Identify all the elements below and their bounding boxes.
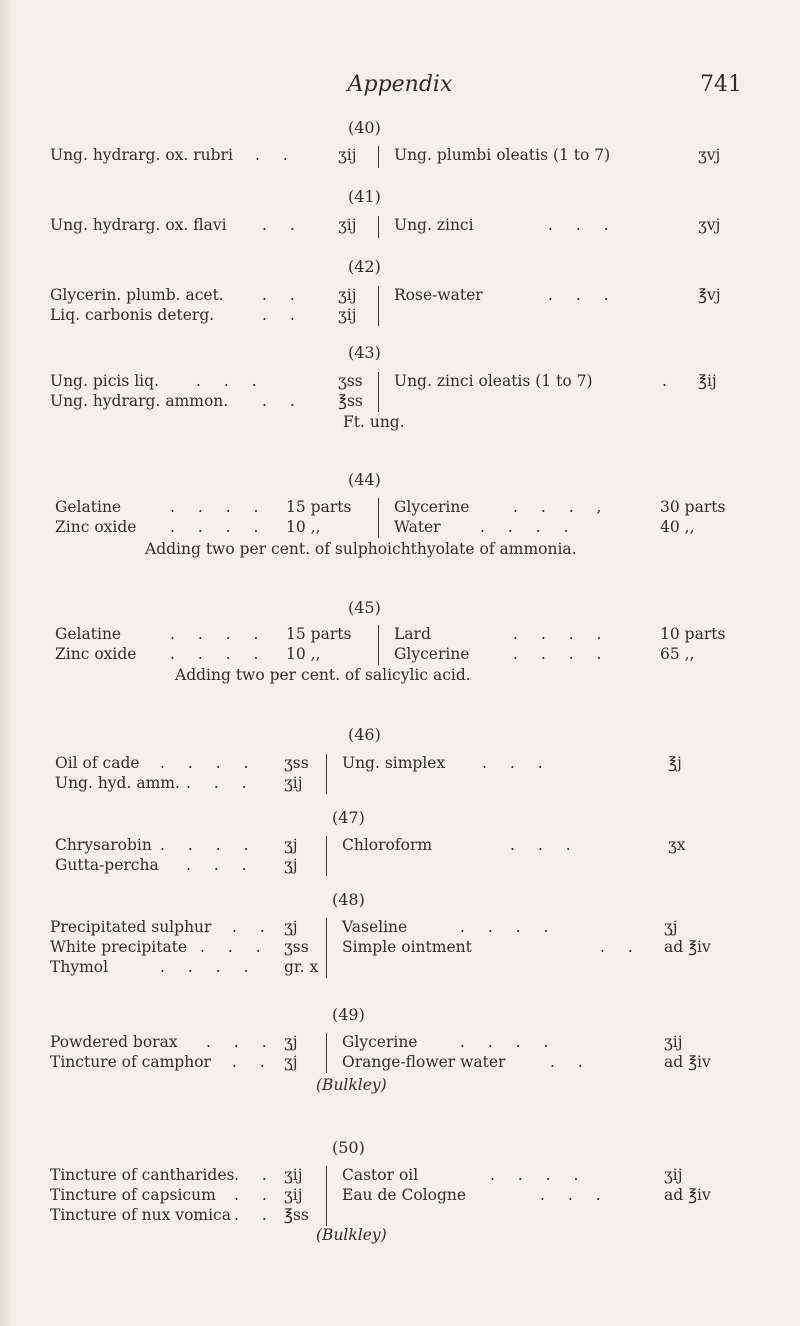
ingredient-left: Ung. picis liq. <box>50 372 159 390</box>
page-binding-edge <box>0 0 12 1326</box>
page-title: Appendix <box>347 72 453 97</box>
quantity-left: ʒss <box>338 372 363 390</box>
quantity-left: ʒij <box>338 286 357 304</box>
quantity-right: ℥ij <box>698 372 717 390</box>
recipe-number: (47) <box>332 808 365 827</box>
quantity-left: ʒj <box>284 918 298 936</box>
leader-dots: . . <box>232 1053 274 1071</box>
quantity-left: ʒij <box>284 774 303 792</box>
recipe-attribution: (Bulkley) <box>316 1226 387 1244</box>
leader-dots: . . . <box>548 286 618 304</box>
ingredient-left: Ung. hydrarg. ox. rubri <box>50 146 233 164</box>
ingredient-right: Ung. zinci oleatis (1 to 7) <box>394 372 593 390</box>
leader-dots: . . <box>262 216 304 234</box>
quantity-right: ʒvj <box>698 216 721 234</box>
leader-dots: . . . <box>206 1033 276 1051</box>
quantity-left: 10 ,, <box>286 518 321 536</box>
brace-divider <box>378 286 379 326</box>
ingredient-left: Thymol <box>50 958 109 976</box>
ingredient-right: Vaseline <box>342 918 408 936</box>
brace-divider <box>326 918 327 978</box>
quantity-left: ʒj <box>284 1033 298 1051</box>
brace-divider <box>378 216 379 238</box>
ingredient-right: Chloroform <box>342 836 433 854</box>
quantity-right: ʒj <box>664 918 678 936</box>
running-head <box>0 72 800 102</box>
leader-dots: . . . <box>482 754 552 772</box>
leader-dots: . . . . <box>513 625 611 643</box>
quantity-right: ʒij <box>664 1166 683 1184</box>
recipe-number: (44) <box>348 470 381 489</box>
ingredient-right: Ung. simplex <box>342 754 446 772</box>
leader-dots: . . . <box>540 1186 610 1204</box>
quantity-right: 10 parts <box>660 625 726 643</box>
quantity-left: ʒj <box>284 836 298 854</box>
quantity-left: 10 ,, <box>286 645 321 663</box>
recipe-note: Adding two per cent. of sulphoichthyolate of ammonia. <box>145 540 577 558</box>
leader-dots: . . . <box>548 216 618 234</box>
ingredient-right: Glycerine <box>394 498 470 516</box>
leader-dots: . . <box>232 918 274 936</box>
quantity-left: ℥ss <box>284 1206 309 1224</box>
ingredient-right: Ung. zinci <box>394 216 474 234</box>
ingredient-right: Glycerine <box>394 645 470 663</box>
quantity-right: 65 ,, <box>660 645 695 663</box>
leader-dots: . . . . <box>170 498 268 516</box>
leader-dots: . . <box>234 1166 276 1184</box>
recipe-attribution: (Bulkley) <box>316 1076 387 1094</box>
recipe-number: (41) <box>348 187 381 206</box>
quantity-left: gr. x <box>284 958 319 976</box>
ingredient-left: Precipitated sulphur <box>50 918 212 936</box>
brace-divider <box>326 1033 327 1073</box>
quantity-left: ʒss <box>284 938 309 956</box>
quantity-left: 15 parts <box>286 498 352 516</box>
quantity-left: ʒij <box>284 1186 303 1204</box>
quantity-right: ℥j <box>668 754 682 772</box>
ingredient-left: Tincture of capsicum <box>50 1186 216 1204</box>
ingredient-left: Gutta-percha <box>55 856 159 874</box>
ingredient-left: Tincture of nux vomica <box>50 1206 231 1224</box>
quantity-right: ʒx <box>668 836 686 854</box>
quantity-right: 40 ,, <box>660 518 695 536</box>
recipe-number: (42) <box>348 257 381 276</box>
leader-dots: . . . <box>510 836 580 854</box>
leader-dots: . . . . <box>170 518 268 536</box>
ingredient-left: Ung. hyd. amm. <box>55 774 180 792</box>
ingredient-left: Ung. hydrarg. ammon. <box>50 392 229 410</box>
quantity-left: ʒj <box>284 856 298 874</box>
brace-divider <box>326 1166 327 1226</box>
leader-dots: . . . . <box>170 645 268 663</box>
ingredient-left: Glycerin. plumb. acet. <box>50 286 224 304</box>
ingredient-left: White precipitate <box>50 938 188 956</box>
leader-dots: . . . . <box>490 1166 588 1184</box>
brace-divider <box>378 498 379 538</box>
ingredient-right: Simple ointment <box>342 938 472 956</box>
ingredient-right: Castor oil <box>342 1166 419 1184</box>
recipe-number: (50) <box>332 1138 365 1157</box>
quantity-right: 30 parts <box>660 498 726 516</box>
leader-dots: . . . <box>186 774 256 792</box>
ingredient-left: Chrysarobin <box>55 836 152 854</box>
recipe-number: (45) <box>348 598 381 617</box>
ingredient-right: Lard <box>394 625 431 643</box>
leader-dots: . . <box>550 1053 592 1071</box>
page-number: 741 <box>700 72 742 97</box>
leader-dots: . . . <box>200 938 270 956</box>
ingredient-left: Gelatine <box>55 625 122 643</box>
recipe-number: (48) <box>332 890 365 909</box>
leader-dots: . . <box>262 392 304 410</box>
ingredient-left: Tincture of cantharides <box>50 1166 235 1184</box>
brace-divider <box>326 836 327 876</box>
leader-dots: . . . . <box>160 836 258 854</box>
ingredient-left: Liq. carbonis deterg. <box>50 306 215 324</box>
ingredient-left: Gelatine <box>55 498 122 516</box>
leader-dots: . . <box>600 938 642 956</box>
quantity-right: ʒij <box>664 1033 683 1051</box>
brace-divider <box>326 754 327 794</box>
leader-dots: . . . . <box>170 625 268 643</box>
quantity-left: ʒij <box>338 146 357 164</box>
recipe-number: (49) <box>332 1005 365 1024</box>
brace-divider <box>378 372 379 412</box>
quantity-right: ʒvj <box>698 146 721 164</box>
leader-dots: . . . . <box>160 754 258 772</box>
ingredient-left: Tincture of camphor <box>50 1053 211 1071</box>
recipe-number: (40) <box>348 118 381 137</box>
ingredient-right: Ung. plumbi oleatis (1 to 7) <box>394 146 611 164</box>
ingredient-right: Rose-water <box>394 286 483 304</box>
quantity-right: ad ℥iv <box>664 1186 711 1204</box>
brace-divider <box>378 146 379 168</box>
quantity-right: ℥vj <box>698 286 721 304</box>
ingredient-left: Ung. hydrarg. ox. flavi <box>50 216 227 234</box>
quantity-right: ad ℥iv <box>664 938 711 956</box>
ingredient-right: Orange-flower water <box>342 1053 506 1071</box>
leader-dots: . . . <box>186 856 256 874</box>
quantity-left: ʒij <box>338 306 357 324</box>
recipe-number: (43) <box>348 343 381 362</box>
leader-dots: . . . . <box>480 518 578 536</box>
quantity-left: ʒj <box>284 1053 298 1071</box>
quantity-left: ʒss <box>284 754 309 772</box>
recipe-note: Ft. ung. <box>343 413 405 431</box>
ingredient-left: Zinc oxide <box>55 645 137 663</box>
leader-dots: . . . . <box>160 958 258 976</box>
recipe-number: (46) <box>348 725 381 744</box>
leader-dots: . <box>662 372 667 390</box>
ingredient-right: Glycerine <box>342 1033 418 1051</box>
quantity-left: ʒij <box>338 216 357 234</box>
leader-dots: . . <box>262 286 304 304</box>
ingredient-right: Eau de Cologne <box>342 1186 467 1204</box>
leader-dots: . . <box>255 146 297 164</box>
ingredient-left: Oil of cade <box>55 754 140 772</box>
recipe-note: Adding two per cent. of salicylic acid. <box>175 666 471 684</box>
quantity-left: 15 parts <box>286 625 352 643</box>
quantity-right: ad ℥iv <box>664 1053 711 1071</box>
ingredient-left: Zinc oxide <box>55 518 137 536</box>
brace-divider <box>378 625 379 665</box>
leader-dots: . . . . <box>460 1033 558 1051</box>
leader-dots: . . . , <box>513 498 611 516</box>
ingredient-right: Water <box>394 518 441 536</box>
leader-dots: . . <box>262 306 304 324</box>
leader-dots: . . . <box>196 372 266 390</box>
ingredient-left: Powdered borax <box>50 1033 178 1051</box>
quantity-left: ʒij <box>284 1166 303 1184</box>
leader-dots: . . . . <box>460 918 558 936</box>
leader-dots: . . <box>234 1206 276 1224</box>
leader-dots: . . . . <box>513 645 611 663</box>
quantity-left: ℥ss <box>338 392 363 410</box>
leader-dots: . . <box>234 1186 276 1204</box>
